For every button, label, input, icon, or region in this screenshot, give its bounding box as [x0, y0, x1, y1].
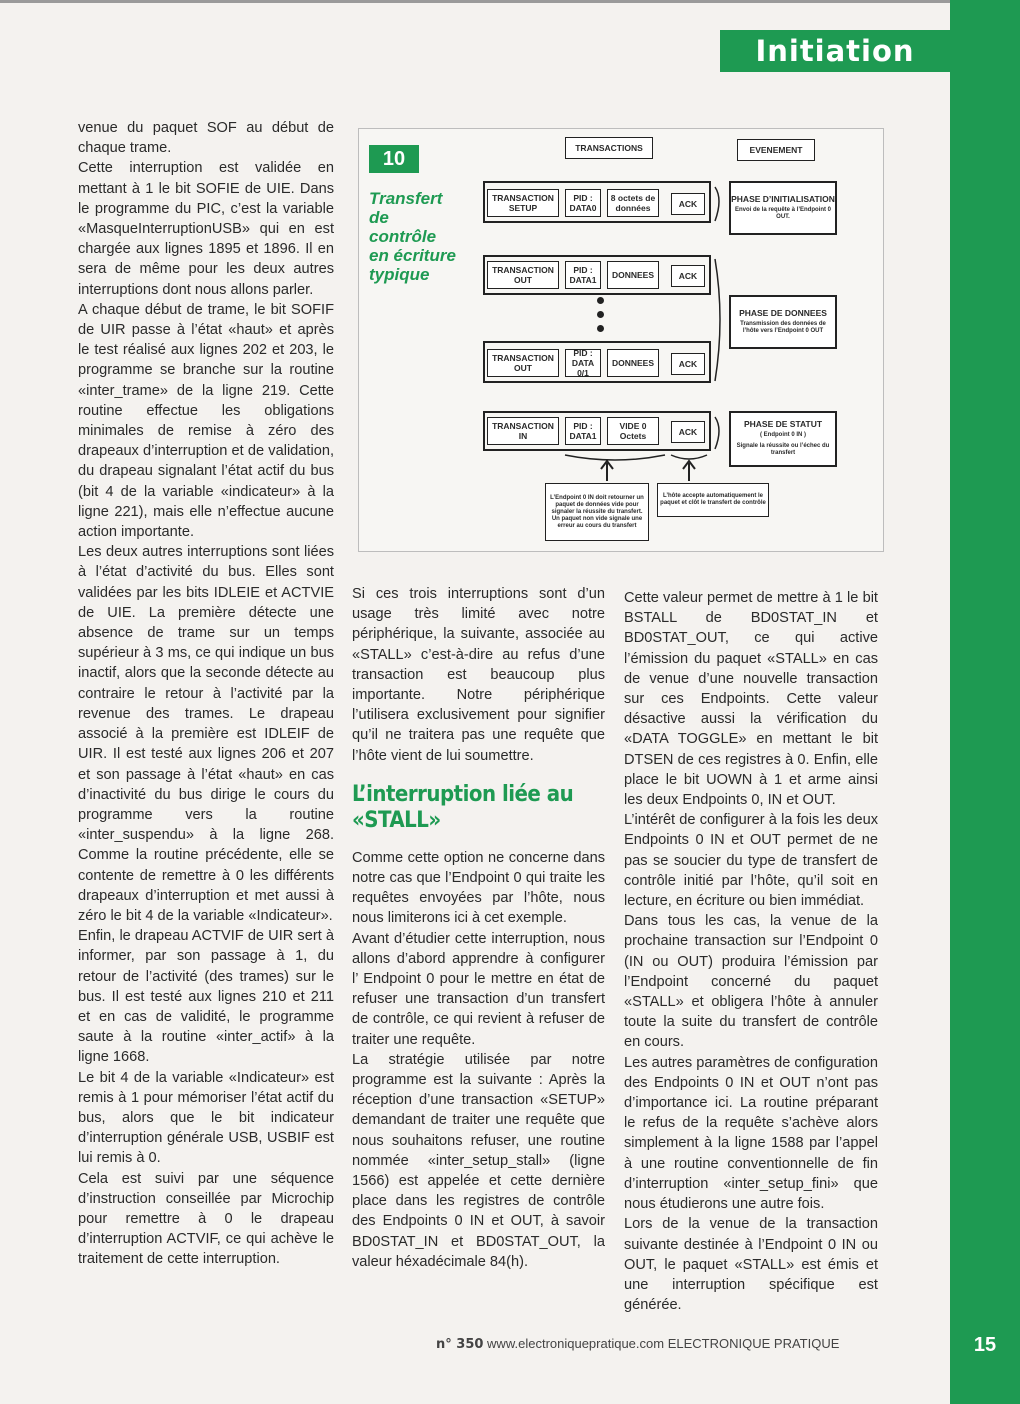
ack-box: ACK	[671, 265, 705, 287]
paragraph: La stratégie utilisée par notre programme est la suivante : Après la réception d’une transaction «SETUP» demandant de traiter une requête que nous souhaitons refuser, une routine nommée «inter_setup_stall» (ligne 1566) est appelée et cette dernière place dans les registres de contrôle des Endpoints 0 IN et OUT, à savoir BD0STAT_IN et BD0STAT_OUT, la valeur héxadécimale 84(h).	[352, 1051, 605, 1270]
section-header-title: Initiation	[755, 34, 915, 68]
text-column-3	[624, 588, 878, 1315]
pid-data0: PID : DATA0	[565, 189, 601, 217]
paragraph: Avant d’étudier cette interruption, nous allons d’abord apprendre à configurer l’ Endpoint 0 pour le mettre en état de refuser une transaction d’un transfert de contrôle, ce qui revient à refuser de traiter une requête.	[352, 930, 605, 1048]
data-8-octets: 8 octets de données	[607, 189, 659, 217]
paragraph: Les autres paramètres de configuration des Endpoints 0 IN et OUT n’ont pas d’importance ici. La routine préparant le refus de la requête s’achève alors simplement à la ligne 1588 par l’appel à une routine conventionnelle de fin d’interruption «inter_setup_fini» que nous étudierons une autre fois.	[624, 1054, 878, 1213]
ack-box: ACK	[671, 193, 705, 215]
text-column-2	[352, 584, 605, 1272]
transaction-out-label: TRANSACTION OUT	[487, 349, 559, 377]
website: www.electroniquepratique.com	[487, 1336, 665, 1351]
donnees-box: DONNEES	[607, 261, 659, 289]
issue-number: n° 350	[436, 1337, 484, 1352]
transaction-in-label: TRANSACTION IN	[487, 417, 559, 445]
side-color-strip	[950, 0, 1020, 1404]
phase-subtitle: ( Endpoint 0 IN )	[760, 432, 806, 438]
note-text: L’hôte accepte automatiquement le paquet et clôt le transfert de contrôle	[660, 493, 766, 506]
paragraph: Comme cette option ne concerne dans notre cas que l’Endpoint 0 qui traite les requêtes envoyées par l’hôte, nous nous limiterons ici à cet exemple.	[352, 849, 605, 927]
paragraph: Cette valeur permet de mettre à 1 le bit BSTALL de BD0STAT_IN et BD0STAT_OUT, ce qui active l’émission du paquet «STALL» en cas de venue d’une nouvelle transaction sur ces Endpoints. Cette valeur désactive aussi la vérification du «DATA TOGGLE» en mettant le bit DTSEN de ces registres à 0. Enfin, elle place le bit UOWN à 1 et arme ainsi les deux Endpoints 0, IN et OUT.	[624, 590, 878, 809]
paragraph: Enfin, le drapeau ACTVIF de UIR sert à informer, par son passage à 1, du retour de l’activité (des trames) sur le bus. Il est testé aux lignes 210 et 211 et en cas de validité, le programme saute à la routine «inter_actif» à la ligne 1668.	[78, 928, 334, 1066]
donnees-box: DONNEES	[607, 349, 659, 377]
ack-box: ACK	[671, 353, 705, 375]
page-footer	[436, 1336, 839, 1352]
page-number: 15	[973, 1334, 997, 1356]
paragraph: Dans tous les cas, la venue de la prochaine transaction sur l’Endpoint 0 (IN ou OUT) produira l’émission par l’Endpoint concerné du paquet «STALL» et obligera l’hôte à annuler toute la suite du transfert de contrôle en cours.	[624, 913, 878, 1051]
vide-0-octets: VIDE 0 Octets	[607, 417, 659, 445]
pid-data1: PID : DATA1	[565, 261, 601, 289]
phase-title: PHASE DE STATUT	[743, 419, 823, 429]
pid-data01: PID : DATA 0/1	[565, 349, 601, 377]
ack-box: ACK	[671, 421, 705, 443]
note-host-accepts	[657, 483, 769, 517]
section-heading: L’interruption liée au «STALL»	[352, 781, 574, 833]
pid-data1: PID : DATA1	[565, 417, 601, 445]
transaction-out-label: TRANSACTION OUT	[487, 261, 559, 289]
paragraph: Les deux autres interruptions sont liées à l’état d’activité du bus. Elles sont validées par les bits IDLEIE et ACTVIE de UIE. La première détecte une absence de trame sur un temps supérieur à 3 ms, ce qui indique un bus inactif, alors que la seconde détecte au contraire le retour à l’activité par la revenue des trames. Le drapeau associé à la première est IDLEIF de UIR. Il est testé aux lignes 206 et 207 et son passage à l’état «haut» en cas d’inactivité du bus dirige le cours du programme vers la routine «inter_suspendu» à la ligne 268. Comme la routine précédente, elle se contente de remettre à 0 les différents drapeaux d’interruption et met aussi à zéro le bit 4 de la variable «Indicateur».	[78, 544, 334, 924]
paragraph: A chaque début de trame, le bit SOFIF de UIR passe à l’état «haut» et après le test réalisé aux lignes 202 et 203, le programme se branche sur la routine «inter_trame» de la ligne 219. Cette routine effectue les obligations minimales de remise à zéro des drapeaux d’interruption et de validation, du drapeau signalant l’état actif du bus (bit 4 de la variable «indicateur» à la ligne 221), mais elle n’effectue aucune action importante.	[78, 301, 334, 541]
paragraph: L’intérêt de configurer à la fois les deux Endpoints 0 IN et OUT permet de ne pas se soucier du type de transfert de contrôle initié par l’hôte, qu’il soit en lecture, en écriture ou bien immédiat.	[624, 812, 878, 910]
phase-title: PHASE DE DONNEES	[739, 307, 827, 318]
phase-title: PHASE D’INITIALISATION	[731, 193, 835, 204]
paragraph: venue du paquet SOF au début de chaque trame.	[78, 120, 334, 157]
phase-description: Signale la réussite ou l’échec du transfert	[736, 443, 830, 456]
figure-number: 10	[369, 145, 419, 173]
paragraph: Lors de la venue de la transaction suivante destinée à l’Endpoint 0 IN ou OUT, le paquet «STALL» est émis et une interruption spécifique est générée.	[624, 1216, 878, 1314]
magazine-name: ELECTRONIQUE PRATIQUE	[667, 1336, 840, 1351]
transactions-header: TRANSACTIONS	[565, 137, 653, 159]
paragraph: Le bit 4 de la variable «Indicateur» est remis à 1 pour mémoriser l’état actif du bus, alors que le bit indicateur d’interruption générale USB, USBIF est lui remis à 0.	[78, 1069, 334, 1167]
paragraph: Cette interruption est validée en mettant à 1 le bit SOFIE de UIE. Dans le programme du PIC, c’est la variable «MasqueInterruptionUSB» qui en est chargée aux lignes 1895 et 1896. Il en sera de même pour les deux autres interruptions dont nous allons parler.	[78, 160, 334, 298]
text-column-1	[78, 118, 334, 1270]
figure-10-diagram	[358, 128, 884, 552]
evenement-header: EVENEMENT	[737, 139, 815, 161]
figure-title: Transfert de contrôle en écriture typique	[369, 189, 456, 284]
note-text: L’Endpoint 0 IN doit retourner un paquet de données vide pour signaler la réussite du transfert. Un paquet non vide signale une erreur au cours du transfert	[550, 494, 644, 529]
paragraph: Cela est suivi par une séquence d’instruction conseillée par Microchip pour remettre à 0 le drapeau d’interruption ACTVIF, ce qui achève le traitement de cette interruption.	[78, 1170, 334, 1268]
phase-description: Transmission des données de l’hôte vers l’Endpoint 0 OUT	[740, 320, 826, 334]
transaction-setup-label: TRANSACTION SETUP	[487, 189, 559, 217]
note-in-endpoint	[545, 483, 649, 541]
paragraph: Si ces trois interruptions sont d’un usage très limité avec notre périphérique, la suivante, associée au «STALL» c’est-à-dire au refus d’une transaction est beaucoup plus importante. Notre périphérique l’utilisera exclusivement pour signifier qu’il ne traitera pas une requête que l’hôte vient de lui soumettre.	[352, 586, 605, 764]
top-rule	[0, 0, 950, 3]
phase-description: Envoi de la requête à l’Endpoint 0 OUT.	[734, 206, 832, 220]
